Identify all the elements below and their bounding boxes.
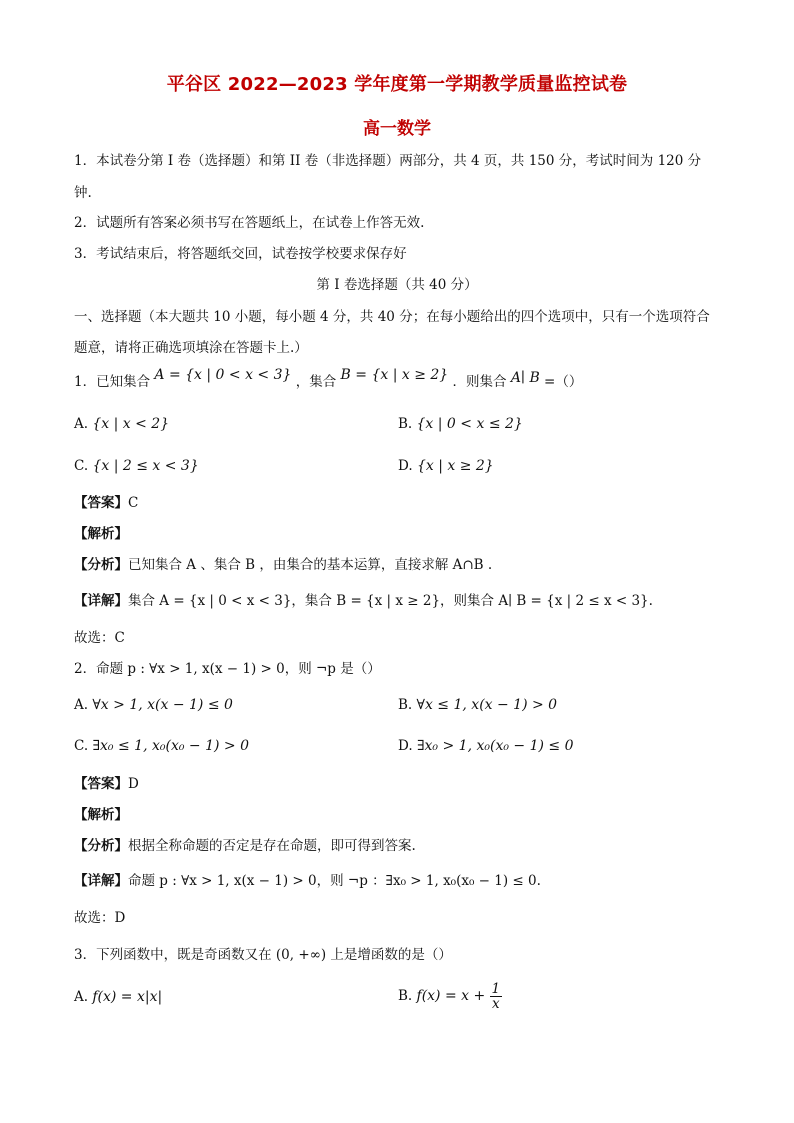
q1-stem-a: 1．已知集合 bbox=[74, 374, 151, 390]
option-label: B. bbox=[398, 697, 413, 713]
q1-option-c bbox=[74, 457, 199, 475]
note-3: 3．考试结束后，将答题纸交回，试卷按学校要求保存好 bbox=[74, 246, 407, 262]
q2-analysis-tag bbox=[74, 806, 128, 824]
fenxi-text: 已知集合 A 、集合 B ，由集合的基本运算，直接求解 A∩B . bbox=[128, 557, 493, 573]
xiangjie-tag: 【详解】 bbox=[74, 593, 128, 609]
option-text: {x | 2 ≤ x < 3} bbox=[92, 458, 199, 474]
option-text-prefix: f(x) = x + bbox=[416, 988, 486, 1004]
q3-stem: 3．下列函数中，既是奇函数又在 (0, +∞) 上是增函数的是（） bbox=[74, 947, 452, 963]
option-text: {x | 0 < x ≤ 2} bbox=[416, 416, 523, 432]
fraction bbox=[490, 982, 503, 1011]
option-label: B. bbox=[398, 416, 413, 432]
note-1-cont: 钟. bbox=[74, 185, 92, 201]
fenxi-tag: 【分析】 bbox=[74, 557, 128, 573]
answer-tag: 【答案】 bbox=[74, 776, 128, 792]
q1-stem-b: ，集合 bbox=[295, 374, 337, 390]
subject-title: 高一数学 bbox=[363, 119, 431, 139]
part1-intro-1: 一、选择题（本大题共 10 小题，每小题 4 分，共 40 分；在每小题给出的四个选项中，只有一个选项符合 bbox=[74, 309, 710, 325]
option-label: A. bbox=[74, 416, 89, 432]
q1-conclusion: 故选：C bbox=[74, 630, 125, 646]
answer-value: D bbox=[128, 776, 139, 792]
q3-option-b bbox=[398, 978, 502, 1014]
answer-value: C bbox=[128, 495, 139, 511]
q1-option-d bbox=[398, 457, 494, 475]
q1-option-b bbox=[398, 415, 523, 433]
q2-stem: 2．命题 p : ∀x > 1, x(x − 1) > 0，则 ¬p 是（） bbox=[74, 661, 381, 677]
option-text: ∀x > 1, x(x − 1) ≤ 0 bbox=[92, 697, 233, 713]
q1-expr: A∣ B bbox=[510, 370, 540, 386]
answer-tag: 【答案】 bbox=[74, 495, 128, 511]
analysis-tag: 【解析】 bbox=[74, 807, 128, 823]
option-label: C. bbox=[74, 738, 89, 754]
section-title: 第 I 卷选择题（共 40 分） bbox=[316, 277, 478, 293]
option-text: ∃x₀ > 1, x₀(x₀ − 1) ≤ 0 bbox=[416, 738, 574, 754]
option-text: ∀x ≤ 1, x(x − 1) > 0 bbox=[416, 697, 558, 713]
fraction-numerator: 1 bbox=[491, 981, 501, 997]
option-label: D. bbox=[398, 738, 413, 754]
q3-option-a bbox=[74, 988, 162, 1006]
q2-option-c bbox=[74, 737, 249, 755]
q1-analysis-tag bbox=[74, 525, 128, 543]
q1-stem bbox=[74, 367, 583, 391]
option-label: A. bbox=[74, 989, 89, 1005]
note-1: 1．本试卷分第 I 卷（选择题）和第 II 卷（非选择题）两部分，共 4 页，共 150 分，考试时间为 120 分 bbox=[74, 153, 702, 169]
xiangjie-text: 集合 A = {x | 0 < x < 3}，集合 B = {x | x ≥ 2}，则集合 A∣ B = {x | 2 ≤ x < 3}. bbox=[128, 593, 653, 609]
option-label: C. bbox=[74, 458, 89, 474]
option-text: {x | x ≥ 2} bbox=[416, 458, 494, 474]
fraction-denominator: x bbox=[492, 996, 500, 1012]
q2-option-a bbox=[74, 696, 233, 714]
option-text: f(x) = x|x| bbox=[92, 989, 163, 1005]
q1-option-a bbox=[74, 415, 169, 433]
q1-stem-c: ．则集合 bbox=[452, 374, 507, 390]
q2-xiangjie bbox=[74, 872, 541, 890]
q2-conclusion: 故选：D bbox=[74, 910, 126, 926]
option-text: {x | x < 2} bbox=[92, 416, 170, 432]
option-label: D. bbox=[398, 458, 413, 474]
q2-option-d bbox=[398, 737, 574, 755]
q1-fenxi bbox=[74, 556, 492, 574]
q1-xiangjie bbox=[74, 592, 653, 610]
q1-answer bbox=[74, 494, 138, 512]
part1-intro-2: 题意，请将正确选项填涂在答题卡上.） bbox=[74, 340, 308, 356]
exam-title: 平谷区 2022—2023 学年度第一学期教学质量监控试卷 bbox=[166, 74, 628, 95]
xiangjie-text: 命题 p : ∀x > 1, x(x − 1) > 0，则 ¬p ：∃x₀ > 1, x₀(x₀ − 1) ≤ 0. bbox=[128, 873, 541, 889]
note-2: 2．试题所有答案必须书写在答题纸上，在试卷上作答无效. bbox=[74, 215, 425, 231]
analysis-tag: 【解析】 bbox=[74, 526, 128, 542]
fenxi-text: 根据全称命题的否定是存在命题，即可得到答案. bbox=[128, 838, 416, 854]
option-label: A. bbox=[74, 697, 89, 713]
q1-set-b: B = {x | x ≥ 2} bbox=[340, 367, 449, 383]
q2-option-b bbox=[398, 696, 557, 714]
xiangjie-tag: 【详解】 bbox=[74, 873, 128, 889]
option-label: B. bbox=[398, 988, 413, 1004]
option-text: ∃x₀ ≤ 1, x₀(x₀ − 1) > 0 bbox=[92, 738, 249, 754]
q1-set-a: A = {x | 0 < x < 3} bbox=[154, 367, 292, 383]
q2-fenxi bbox=[74, 837, 416, 855]
fenxi-tag: 【分析】 bbox=[74, 838, 128, 854]
q2-answer bbox=[74, 775, 139, 793]
q1-stem-d: =（） bbox=[544, 374, 583, 390]
